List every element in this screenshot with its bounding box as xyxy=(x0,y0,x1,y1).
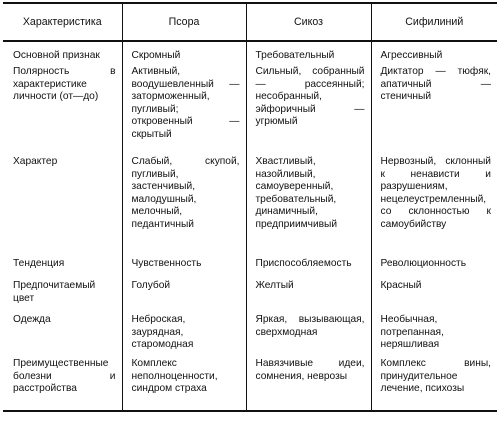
header-characteristic: Характеристика xyxy=(3,3,122,41)
table-row xyxy=(3,65,497,155)
syphilinum-cell: Необычная, потрепанная, неряшливая xyxy=(371,313,497,357)
row-label: Одежда xyxy=(3,313,122,357)
syphilinum-cell: Революционность xyxy=(371,257,497,279)
syphilinum-cell: Агрессивный xyxy=(371,41,497,65)
sycosis-cell: Навязчивые идеи, сомнения, неврозы xyxy=(246,357,371,411)
table-row xyxy=(3,313,497,357)
syphilinum-cell: Комплекс вины, принудительное лечение, психозы xyxy=(371,357,497,411)
table-row xyxy=(3,155,497,257)
sycosis-cell: Хвастливый, назойливый, самоуверенный, требовательный, динамичный, предприимчивый xyxy=(246,155,371,257)
psora-cell: Активный, воодушевленный — заторможенный, пугливый; откровенный — скрытый xyxy=(122,65,246,155)
row-label: Основной признак xyxy=(3,41,122,65)
table-row xyxy=(3,257,497,279)
psora-cell: Комплекс неполноценности, синдром страха xyxy=(122,357,246,411)
sycosis-cell: Желтый xyxy=(246,279,371,313)
syphilinum-cell: Диктатор — тюфяк, апатичный — стеничный xyxy=(371,65,497,155)
psora-cell: Неброская, заурядная, старомодная xyxy=(122,313,246,357)
table-row xyxy=(3,279,497,313)
row-label: Характер xyxy=(3,155,122,257)
sycosis-cell: Сильный, собранный — рассеянный; несобранный, эйфоричный — угрюмый xyxy=(246,65,371,155)
header-psora: Псора xyxy=(122,3,246,41)
row-label: Преимущественные болезни и расстройства xyxy=(3,357,122,411)
syphilinum-cell: Красный xyxy=(371,279,497,313)
psora-cell: Скромный xyxy=(122,41,246,65)
table-row xyxy=(3,41,497,65)
header-row xyxy=(3,3,497,41)
sycosis-cell: Яркая, вызывающая, сверхмодная xyxy=(246,313,371,357)
header-sycosis: Сикоз xyxy=(246,3,371,41)
header-syphilinum: Сифилиний xyxy=(371,3,497,41)
sycosis-cell: Приспособляемость xyxy=(246,257,371,279)
row-label: Предпочитаемый цвет xyxy=(3,279,122,313)
sycosis-cell: Требовательный xyxy=(246,41,371,65)
row-label: Полярность в характеристике личности (от—до) xyxy=(3,65,122,155)
miasm-comparison-table xyxy=(3,2,497,412)
psora-cell: Голубой xyxy=(122,279,246,313)
psora-cell: Слабый, скупой, пугливый, застенчивый, малодушный, мелочный, педантичный xyxy=(122,155,246,257)
row-label: Тенденция xyxy=(3,257,122,279)
table-row xyxy=(3,357,497,411)
table-header xyxy=(3,3,497,41)
syphilinum-cell: Нервозный, склонный к ненависти и разрушениям, нецелеустремленный, со склонностью к самоубийству xyxy=(371,155,497,257)
table-body xyxy=(3,41,497,411)
psora-cell: Чувственность xyxy=(122,257,246,279)
